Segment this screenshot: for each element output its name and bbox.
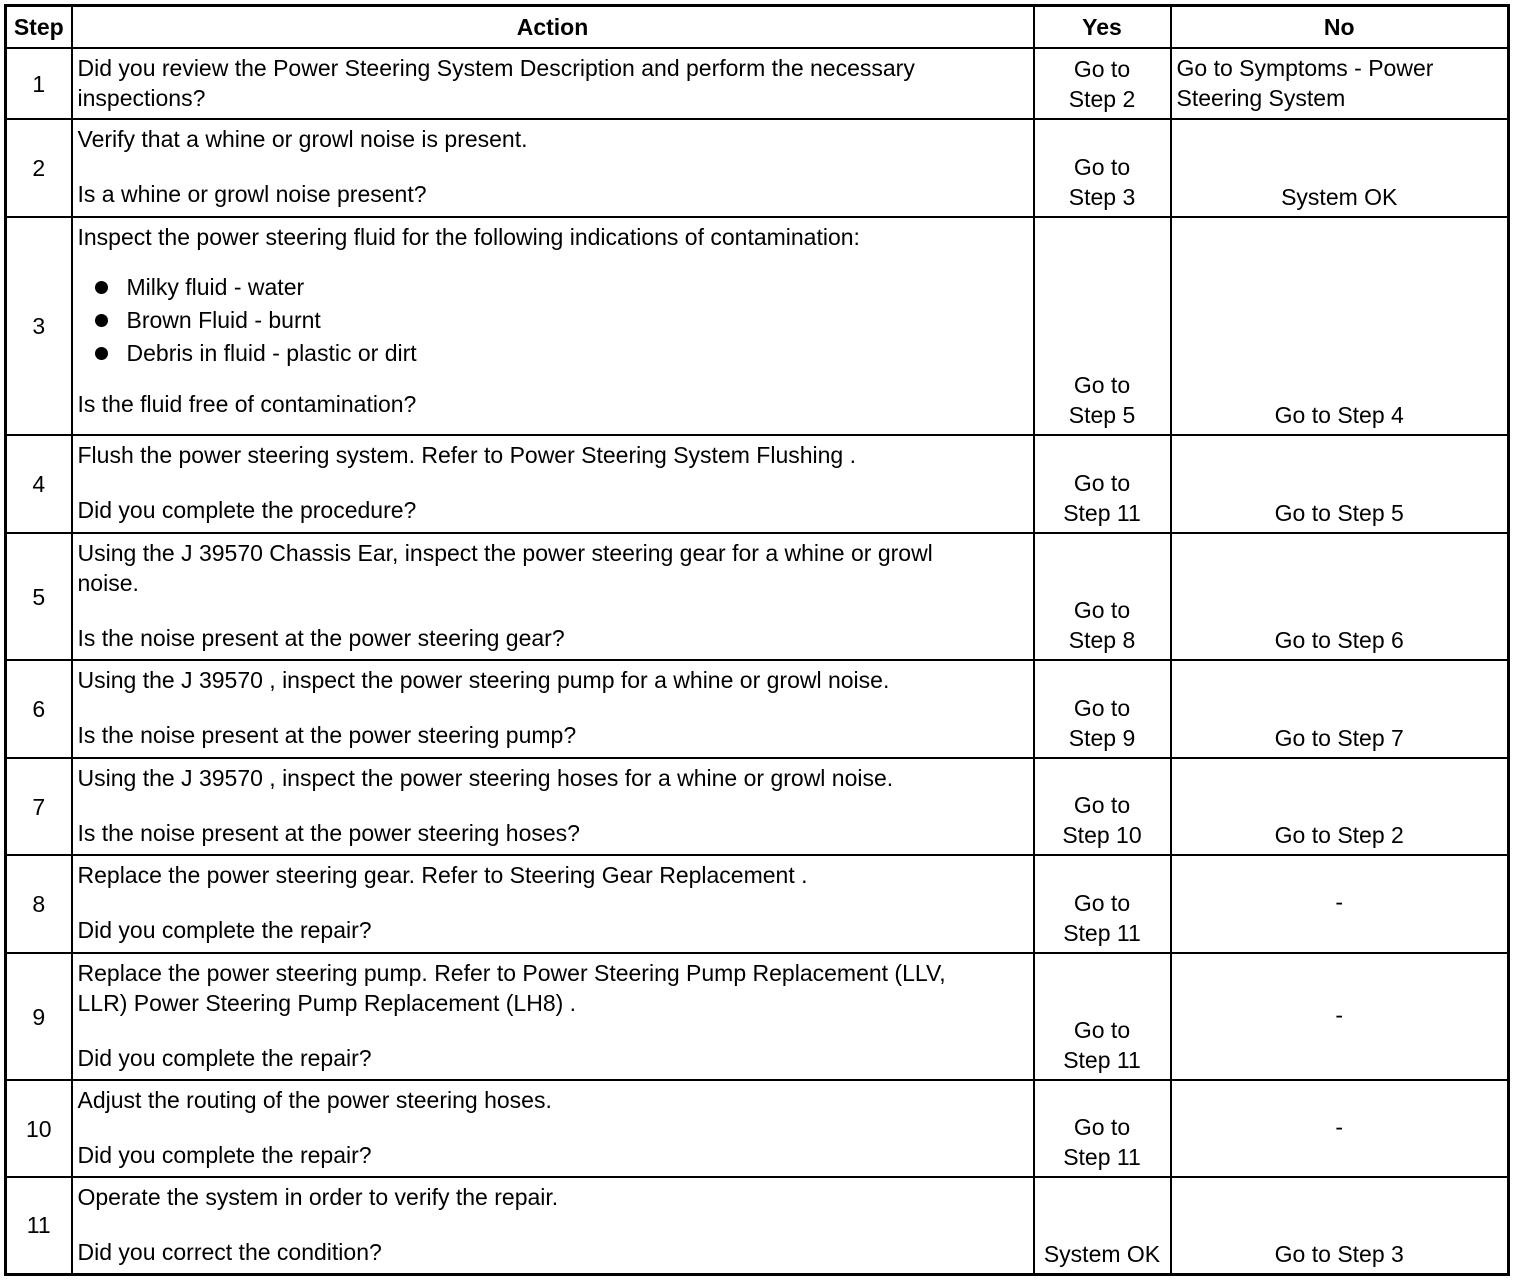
table-row [6, 758, 1509, 855]
action-cell [72, 435, 1034, 533]
yes-cell [1034, 1177, 1171, 1274]
yes-text: Step 3 [1068, 184, 1136, 210]
no-cell: Go to Step 4 [1171, 217, 1509, 435]
yes-text: Step 11 [1063, 920, 1141, 946]
bullet-list [78, 271, 1028, 370]
header-row [6, 6, 1509, 49]
bullet-icon [95, 281, 108, 294]
header-step: Step [6, 6, 72, 49]
step-number: 3 [6, 217, 72, 435]
action-text: Did you review the Power Steering System Description and perform the necessary [77, 55, 915, 81]
yes-text: Go to [1073, 470, 1131, 496]
table-row [6, 855, 1509, 953]
yes-text: Step 10 [1062, 822, 1142, 848]
no-cell: - [1171, 953, 1509, 1080]
no-cell: Go to Step 6 [1171, 533, 1509, 660]
no-text: Steering System [1176, 85, 1346, 111]
yes-text: Step 9 [1068, 725, 1136, 751]
step-number: 1 [6, 48, 72, 119]
yes-text: Go to [1073, 154, 1131, 180]
action-text: Adjust the routing of the power steering hoses. [77, 1087, 552, 1113]
no-cell: Go to Step 3 [1171, 1177, 1509, 1274]
step-number: 5 [6, 533, 72, 660]
action-text: Operate the system in order to verify the repair. [77, 1184, 559, 1210]
table-row [6, 217, 1509, 435]
action-text: Using the J 39570 , inspect the power steering pump for a whine or growl noise. [77, 667, 890, 693]
action-text: LLR) Power Steering Pump Replacement (LH8) . [77, 990, 577, 1016]
action-cell [72, 48, 1034, 119]
yes-cell [1034, 953, 1171, 1080]
list-item-text: Debris in fluid - plastic or dirt [126, 340, 417, 366]
yes-text: Go to [1073, 56, 1131, 82]
yes-text: Go to [1073, 372, 1131, 398]
action-question: Did you complete the repair? [77, 917, 372, 943]
list-item [78, 304, 1028, 337]
yes-text: Step 11 [1063, 500, 1141, 526]
yes-cell [1034, 533, 1171, 660]
step-number: 2 [6, 119, 72, 217]
table-row [6, 533, 1509, 660]
action-text: noise. [77, 570, 139, 596]
no-cell: Go to Step 2 [1171, 758, 1509, 855]
step-number: 8 [6, 855, 72, 953]
action-cell [72, 119, 1034, 217]
list-item-text: Milky fluid - water [126, 274, 305, 300]
yes-text: Step 5 [1068, 402, 1136, 428]
step-number: 7 [6, 758, 72, 855]
yes-text: Step 11 [1063, 1144, 1141, 1170]
step-number: 9 [6, 953, 72, 1080]
yes-text: Go to [1073, 1114, 1131, 1140]
bullet-icon [95, 347, 108, 360]
action-cell [72, 1080, 1034, 1177]
yes-text: Go to [1073, 792, 1131, 818]
header-action: Action [72, 6, 1034, 49]
table-row [6, 1177, 1509, 1274]
action-text: Replace the power steering gear. Refer to Steering Gear Replacement . [77, 862, 808, 888]
yes-cell [1034, 1080, 1171, 1177]
action-question: Did you correct the condition? [77, 1239, 382, 1265]
action-text: Flush the power steering system. Refer to Power Steering System Flushing . [77, 442, 856, 468]
yes-cell [1034, 758, 1171, 855]
action-text: Replace the power steering pump. Refer to Power Steering Pump Replacement (LLV, [77, 960, 946, 986]
step-number: 10 [6, 1080, 72, 1177]
action-text: Inspect the power steering fluid for the following indications of contamination: [77, 224, 860, 250]
yes-text: Go to [1073, 597, 1131, 623]
step-number: 11 [6, 1177, 72, 1274]
action-text: Verify that a whine or growl noise is present. [77, 126, 528, 152]
list-item-text: Brown Fluid - burnt [126, 307, 321, 333]
step-number: 4 [6, 435, 72, 533]
action-cell [72, 855, 1034, 953]
yes-text: System OK [1043, 1240, 1161, 1267]
diagnostic-table [4, 4, 1510, 1276]
no-cell: System OK [1171, 119, 1509, 217]
no-cell: - [1171, 855, 1509, 953]
yes-text: Step 11 [1063, 1047, 1141, 1073]
action-question: Did you complete the repair? [77, 1045, 372, 1071]
table-row [6, 48, 1509, 119]
bullet-icon [95, 314, 108, 327]
action-cell [72, 758, 1034, 855]
no-cell: Go to Step 5 [1171, 435, 1509, 533]
action-question: Did you complete the repair? [77, 1142, 372, 1168]
step-number: 6 [6, 660, 72, 758]
header-yes: Yes [1034, 6, 1171, 49]
yes-text: Go to [1073, 1017, 1131, 1043]
action-question: Is a whine or growl noise present? [77, 181, 427, 207]
yes-text: Go to [1073, 890, 1131, 916]
action-question: Is the noise present at the power steering gear? [77, 625, 565, 651]
yes-text: Step 8 [1068, 627, 1136, 653]
action-text: Using the J 39570 Chassis Ear, inspect the power steering gear for a whine or growl [77, 540, 933, 566]
action-question: Did you complete the procedure? [77, 497, 417, 523]
header-no: No [1171, 6, 1509, 49]
table-row [6, 660, 1509, 758]
action-cell [72, 660, 1034, 758]
action-text: Using the J 39570 , inspect the power steering hoses for a whine or growl noise. [77, 765, 894, 791]
yes-cell [1034, 119, 1171, 217]
no-cell: - [1171, 1080, 1509, 1177]
action-question: Is the fluid free of contamination? [77, 391, 417, 417]
no-cell [1171, 48, 1509, 119]
yes-text: Go to [1073, 695, 1131, 721]
yes-cell [1034, 660, 1171, 758]
yes-cell [1034, 855, 1171, 953]
list-item [78, 337, 1028, 370]
action-cell [72, 1177, 1034, 1274]
yes-cell [1034, 217, 1171, 435]
table-row [6, 119, 1509, 217]
table-row [6, 953, 1509, 1080]
action-cell [72, 953, 1034, 1080]
no-cell: Go to Step 7 [1171, 660, 1509, 758]
action-question: Is the noise present at the power steering hoses? [77, 820, 580, 846]
action-cell [72, 217, 1034, 435]
table-row [6, 1080, 1509, 1177]
action-text: inspections? [77, 85, 206, 111]
yes-cell [1034, 435, 1171, 533]
no-text: Go to Symptoms - Power [1176, 55, 1434, 81]
table-row [6, 435, 1509, 533]
action-question: Is the noise present at the power steering pump? [77, 722, 577, 748]
yes-text: Step 2 [1068, 86, 1136, 112]
list-item [78, 271, 1028, 304]
yes-cell [1034, 48, 1171, 119]
action-cell [72, 533, 1034, 660]
